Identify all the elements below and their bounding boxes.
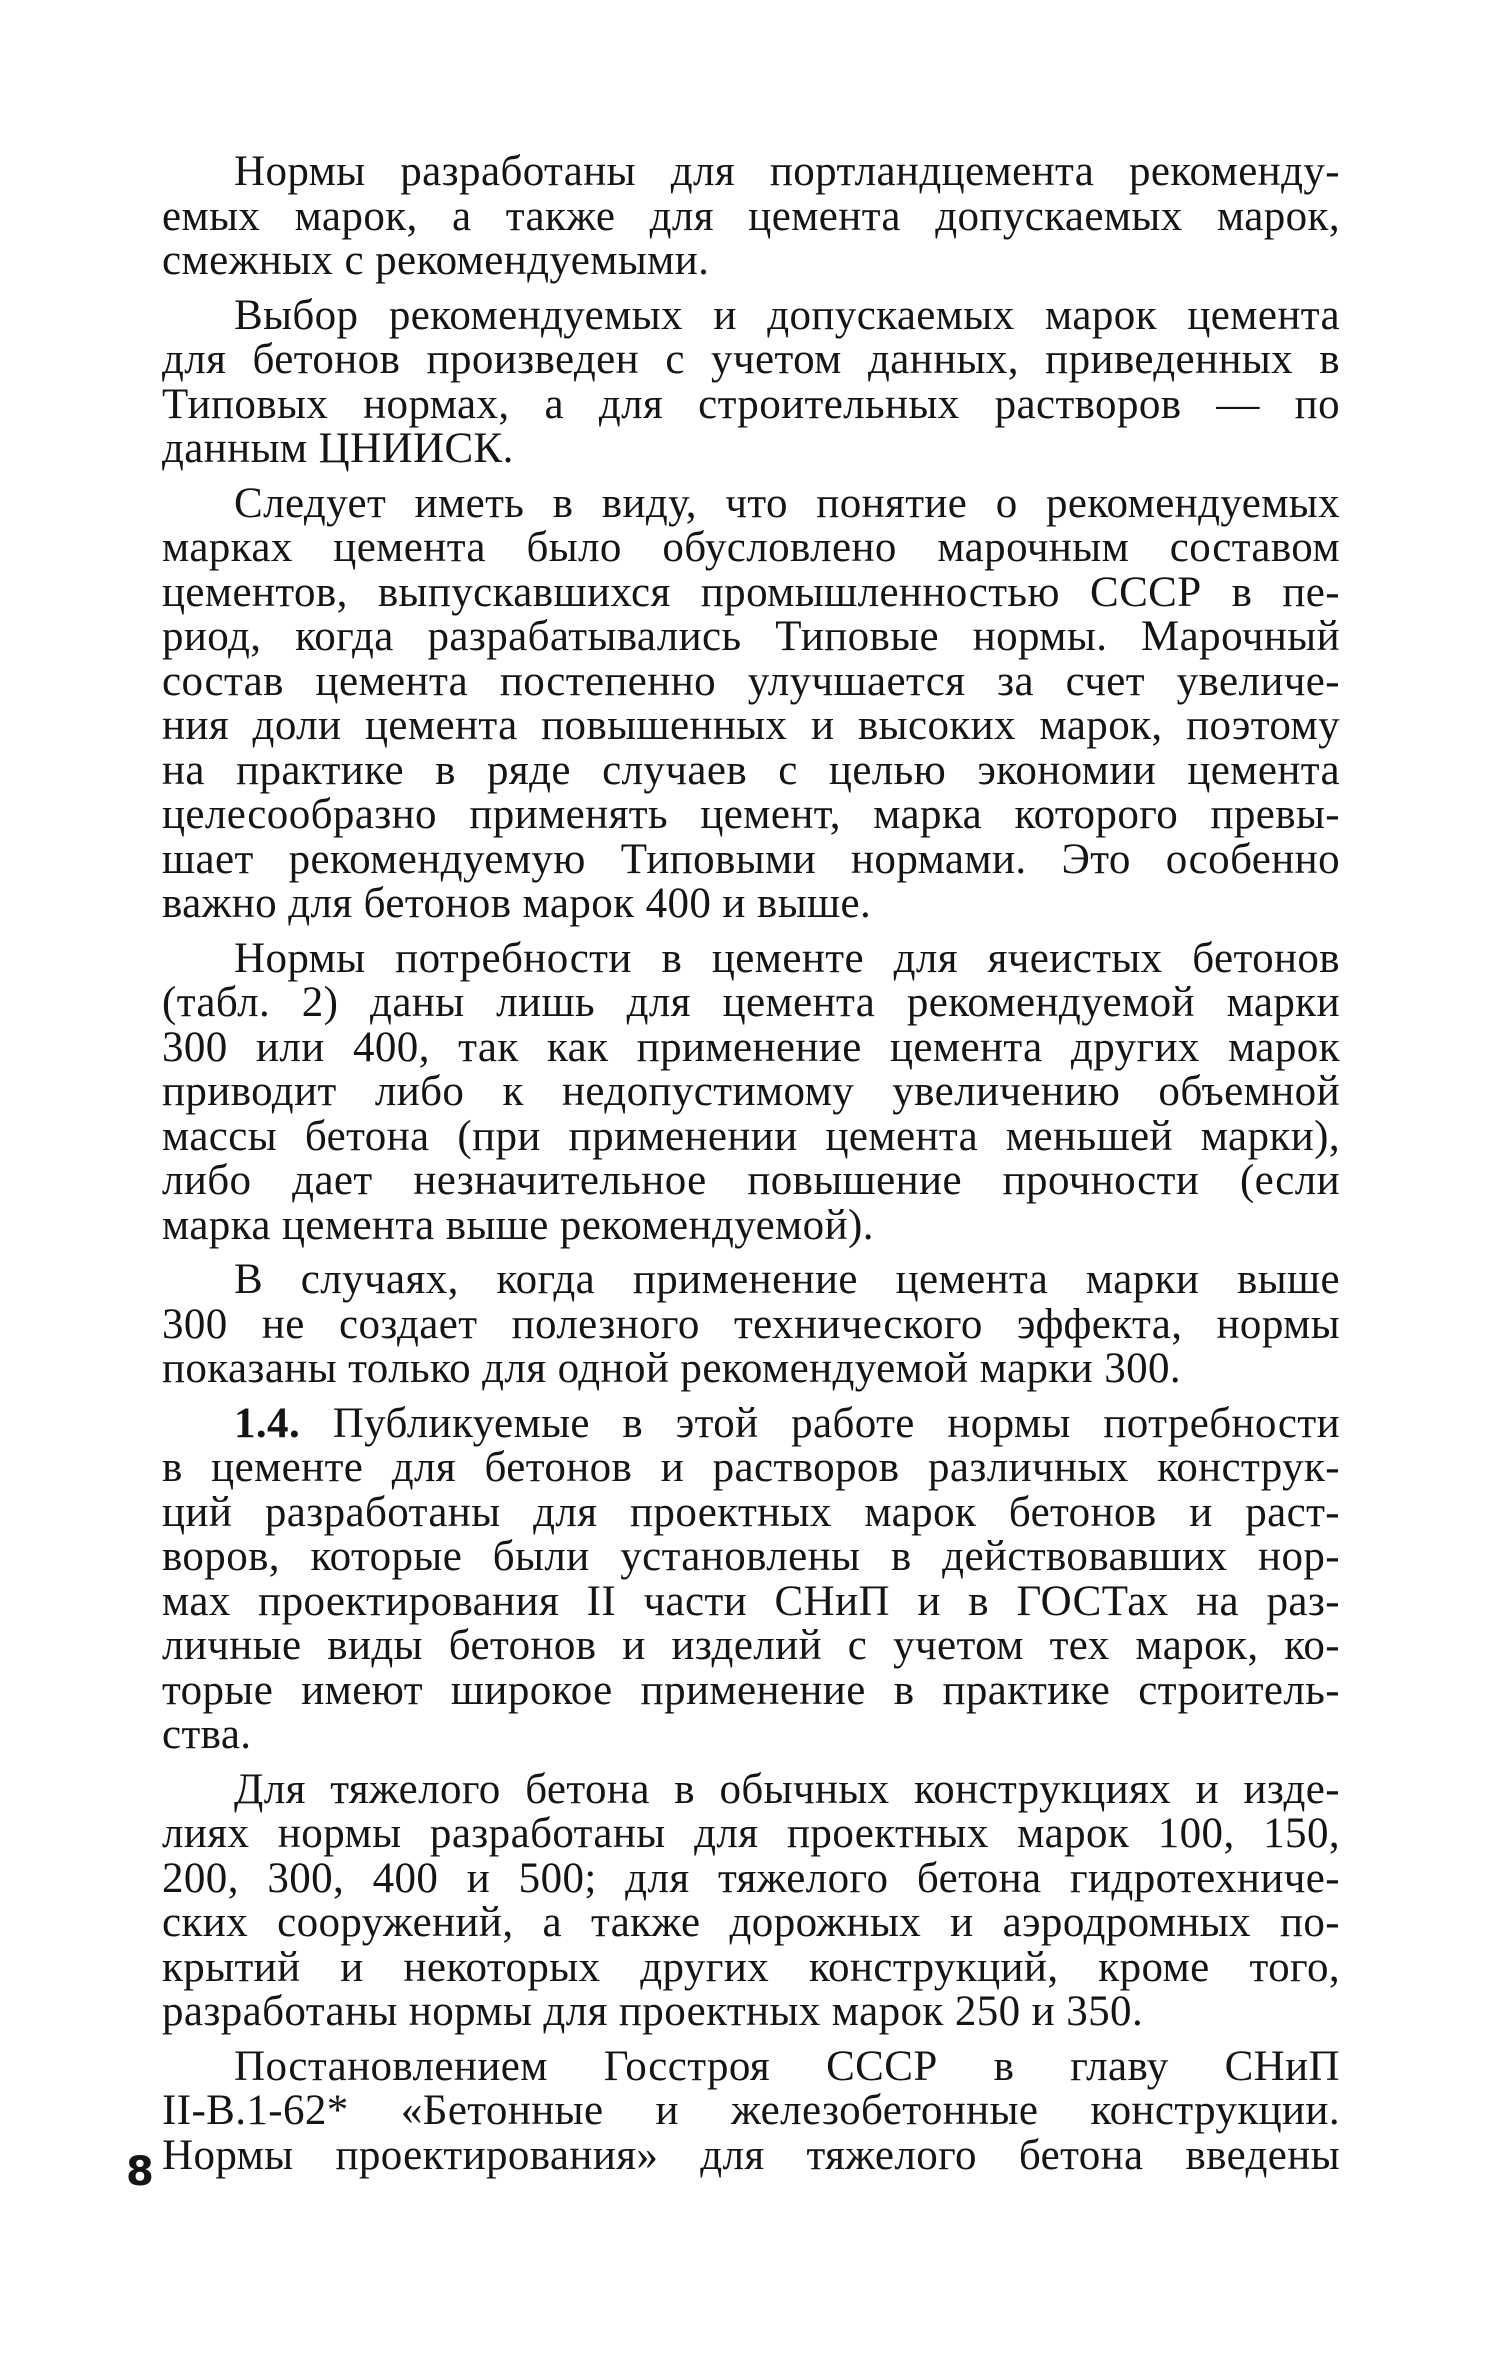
text-line: 300 не создает полезного технического эффекта, нормы <box>162 1300 1340 1348</box>
text-line: (табл. 2) даны лишь для цемента рекомендуемой марки <box>162 979 1340 1026</box>
paragraph-3 <box>162 479 1340 927</box>
text-line: В случаях, когда применение цемента марки выше <box>234 1256 1340 1303</box>
text-line: в цементе для бетонов и растворов различных конструк- <box>162 1444 1340 1491</box>
text-line: мах проектирования II части СНиП и в ГОСТах на раз- <box>162 1577 1340 1625</box>
text-line: марка цемента выше рекомендуемой). <box>162 1201 874 1249</box>
paragraph-4 <box>162 934 1340 1249</box>
text-line: ций разработаны для проектных марок бетонов и раст- <box>162 1488 1340 1536</box>
text-line: Нормы разработаны для портландцемента рекоменду- <box>234 148 1340 195</box>
text-line: состав цемента постепенно улучшается за счет увеличе- <box>162 657 1340 705</box>
text-line: для бетонов произведен с учетом данных, приведенных в <box>162 336 1340 383</box>
text-line: цементов, выпускавшихся промышленностью СССР в пе- <box>162 568 1340 616</box>
text-line: Для тяжелого бетона в обычных конструкциях и изде- <box>234 1765 1340 1813</box>
text-line: лиях нормы разработаны для проектных марок 100, 150, <box>162 1810 1340 1857</box>
text-line: II-В.1-62* «Бетонные и железобетонные конструкции. <box>162 2087 1340 2134</box>
text-line: данным ЦНИИСК. <box>162 425 514 472</box>
text-line: марках цемента было обусловлено марочным составом <box>162 524 1340 571</box>
paragraph-7 <box>162 1765 1340 2035</box>
text-line: 200, 300, 400 и 500; для тяжелого бетона гидротехниче- <box>162 1854 1340 1902</box>
text-line: Нормы проектирования» для тяжелого бетона введены <box>162 2131 1340 2179</box>
text-line: приводит либо к недопустимому увеличению объемной <box>162 1068 1340 1115</box>
text-line: ния доли цемента повышенных и высоких марок, поэтому <box>162 702 1340 749</box>
text-line: Типовых нормах, а для строительных растворов — по <box>162 380 1340 428</box>
page-number: 8 <box>126 2149 154 2195</box>
text-line: Постановлением Госстроя СССР в главу СНиП <box>234 2042 1340 2090</box>
text-line: на практике в ряде случаев с целью экономии цемента <box>162 746 1340 794</box>
text-line: Следует иметь в виду, что понятие о рекомендуемых <box>234 479 1340 527</box>
section-first-line-text: Публикуемые в этой работе нормы потребности <box>332 1399 1340 1447</box>
text-line: риод, когда разрабатывались Типовые нормы. Марочный <box>162 613 1340 660</box>
text-line <box>162 1399 1340 1447</box>
text-line: целесообразно применять цемент, марка которого превы- <box>162 791 1340 838</box>
text-column <box>162 150 1340 2188</box>
section-1-4-paragraph <box>162 1399 1340 1758</box>
text-line: важно для бетонов марок 400 и выше. <box>162 880 872 927</box>
text-line: емых марок, а также для цемента допускаемых марок, <box>162 192 1340 240</box>
text-line: личные виды бетонов и изделий с учетом тех марок, ко- <box>162 1622 1340 1669</box>
text-line: показаны только для одной рекомендуемой марки 300. <box>162 1345 1182 1392</box>
paragraph-2 <box>162 291 1340 472</box>
text-line: ских сооружений, а также дорожных и аэродромных по- <box>162 1899 1340 1946</box>
paragraph-1 <box>162 150 1340 284</box>
paragraph-8 <box>162 2042 1340 2179</box>
text-line: смежных с рекомендуемыми. <box>162 237 710 284</box>
text-line: массы бетона (при применении цемента меньшей марки), <box>162 1112 1340 1160</box>
text-line: Нормы потребности в цементе для ячеистых бетонов <box>234 934 1340 982</box>
text-line: торые имеют широкое применение в практике строитель- <box>162 1666 1340 1714</box>
paragraph-5 <box>162 1258 1340 1392</box>
text-line: 300 или 400, так как применение цемента других марок <box>162 1023 1340 1071</box>
text-line: либо дает незначительное повышение прочности (если <box>162 1157 1340 1204</box>
text-line: шает рекомендуемую Типовыми нормами. Это особенно <box>162 835 1340 883</box>
text-line: разработаны нормы для проектных марок 250 и 350. <box>162 1988 1144 2035</box>
section-number: 1.4. <box>234 1399 301 1447</box>
text-line: крытий и некоторых других конструкций, кроме того, <box>162 1943 1340 1991</box>
text-line: воров, которые были установлены в действовавших нор- <box>162 1533 1340 1580</box>
text-line: ства. <box>162 1711 252 1758</box>
text-line: Выбор рекомендуемых и допускаемых марок цемента <box>234 291 1340 339</box>
